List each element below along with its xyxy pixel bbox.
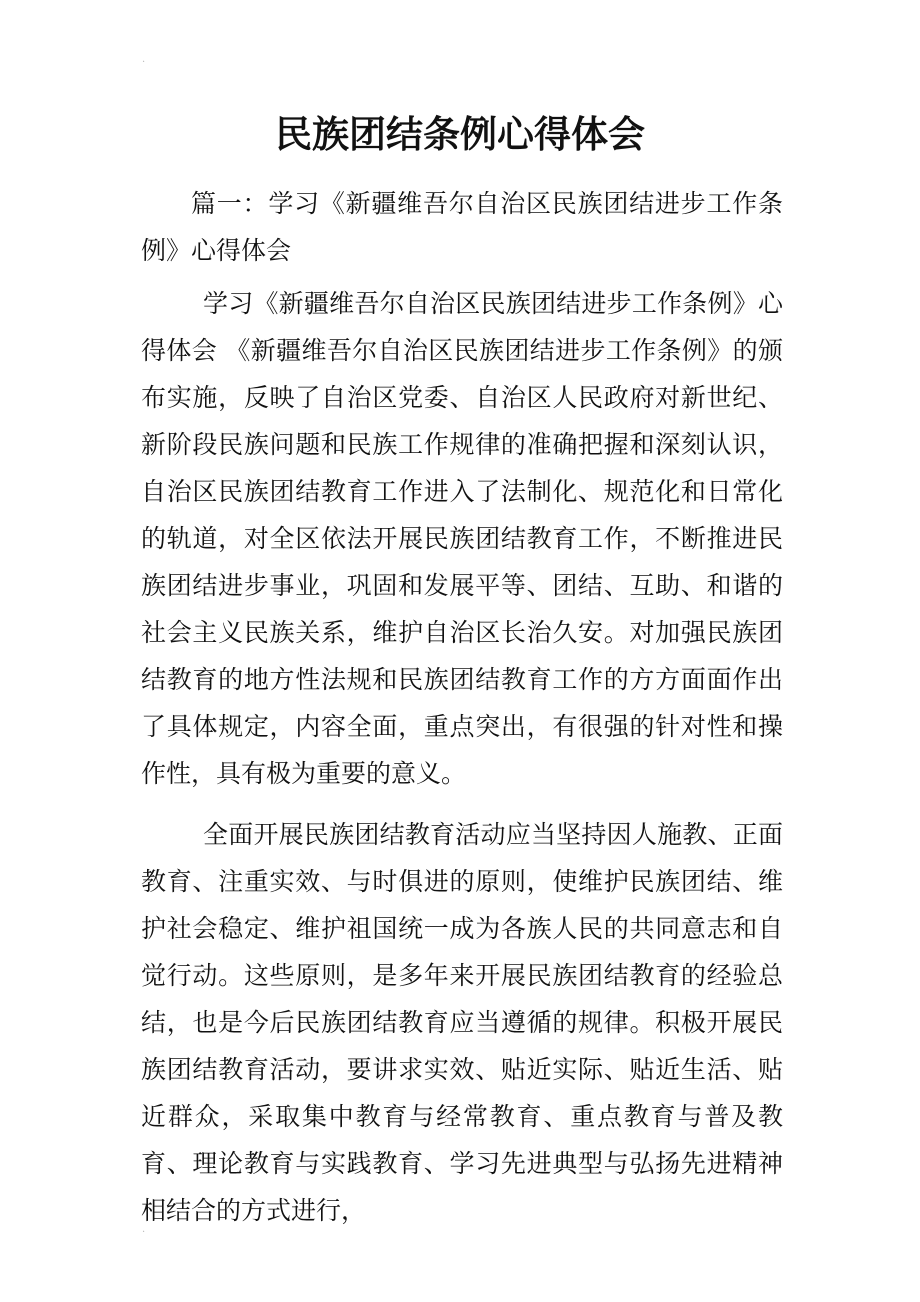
paragraph: 全面开展民族团结教育活动应当坚持因人施教、正面教育、注重实效、与时俱进的原则，使维护民族团结、维护社会稳定、维护祖国统一成为各族人民的共同意志和自觉行动。这些原则，是多年来开展民族团结教育的经验总结，也是今后民族团结教育应当遵循的规律。积极开展民族团结教育活动，要讲求实效、贴近实际、贴近生活、贴近群众，采取集中教育与经常教育、重点教育与普及教育、理论教育与实践教育、学习先进典型与弘扬先进精神相结合的方式进行，	[141, 820, 783, 1225]
corner-crop-mark: ·	[142, 1227, 146, 1238]
document-body	[141, 180, 783, 1234]
section-subheading: 篇一：学习《新疆维吾尔自治区民族团结进步工作条例》心得体会	[141, 189, 783, 265]
corner-crop-mark: ·	[142, 57, 146, 68]
paragraph: 学习《新疆维吾尔自治区民族团结进步工作条例》心得体会 《新疆维吾尔自治区民族团结进步工作条例》的颁布实施，反映了自治区党委、自治区人民政府对新世纪、新阶段民族问题和民族工作规律的准确把握和深刻认识，自治区民族团结教育工作进入了法制化、规范化和日常化的轨道，对全区依法开展民族团结教育工作，不断推进民族团结进步事业，巩固和发展平等、团结、互助、和谐的社会主义民族关系，维护自治区长治久安。对加强民族团结教育的地方性法规和民族团结教育工作的方方面面作出了具体规定，内容全面，重点突出，有很强的针对性和操作性，具有极为重要的意义。	[141, 289, 783, 788]
document-title: 民族团结条例心得体会	[275, 112, 645, 156]
